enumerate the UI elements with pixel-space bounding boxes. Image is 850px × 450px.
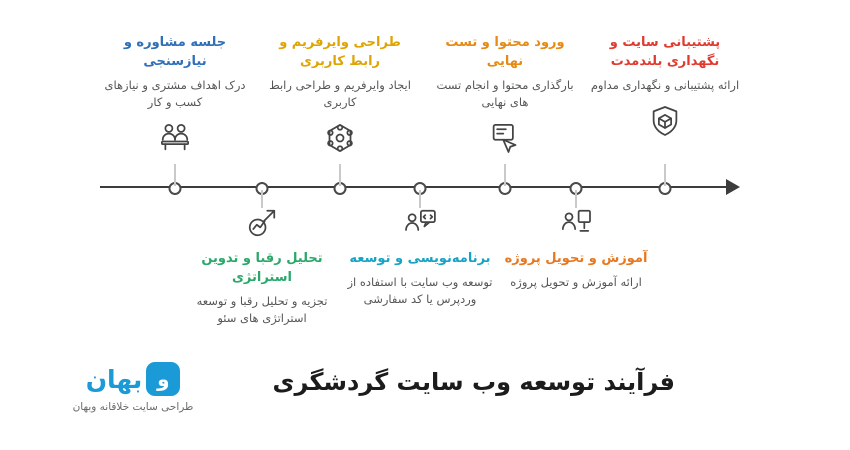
step-title: پشتیبانی سایت و نگهداری بلندمدت [609,35,721,69]
growth-arrow-magnifier-icon [239,200,285,246]
timeline-step-5[interactable] [430,34,580,164]
step-title: جلسه مشاوره و نیازسنجی [123,35,227,69]
shield-box-icon [642,98,688,144]
training-presentation-icon [553,200,599,246]
timeline-stem [339,164,341,186]
step-title: تحلیل رقبا و تدوین استراتژی [201,251,323,285]
timeline-stem [664,164,666,186]
step-title: آموزش و تحویل پروژه [504,251,648,266]
timeline-stem [504,164,506,186]
timeline-arrow-icon [726,179,740,195]
timeline-step-4[interactable] [345,200,495,330]
brand-wordmark: بهان [85,364,143,394]
step-description: ارائه آموزش و تحویل پروژه [510,274,642,289]
step-description: ایجاد وایرفریم و طراحی رابط کاربری [269,77,411,109]
step-title: ورود محتوا و تست نهایی [445,35,565,69]
step-title: طراحی وایرفریم و رابط کاربری [279,35,401,69]
developer-code-icon [397,200,443,246]
brand-block [28,362,238,413]
ui-nodes-gear-icon [317,115,363,161]
step-description: درک اهداف مشتری و نیازهای کسب و کار [104,77,246,109]
brand-logo [28,362,238,396]
timeline-step-6[interactable] [501,200,651,330]
users-meeting-icon [152,115,198,161]
content-cursor-icon [482,115,528,161]
timeline-step-7[interactable] [590,34,740,164]
timeline-step-1[interactable] [100,34,250,164]
step-description: تجزیه و تحلیل رقبا و توسعه استراتژی های سئو [196,293,328,325]
brand-tagline: طراحی سایت خلاقانه وبهان [72,401,194,413]
step-description: بارگذاری محتوا و انجام تست های نهایی [436,77,574,109]
page-title: فرآیند توسعه وب سایت گردشگری [272,368,675,396]
step-title: برنامه‌نویسی و توسعه [349,251,491,266]
timeline-stem [174,164,176,186]
timeline-step-2[interactable] [187,200,337,330]
step-description: ارائه پشتیبانی و نگهداری مداوم [590,77,740,92]
step-description: توسعه وب سایت با استفاده از وردپرس یا کد سفارشی [347,274,493,307]
brand-mark-icon: و [146,362,180,396]
timeline-step-3[interactable] [265,34,415,164]
